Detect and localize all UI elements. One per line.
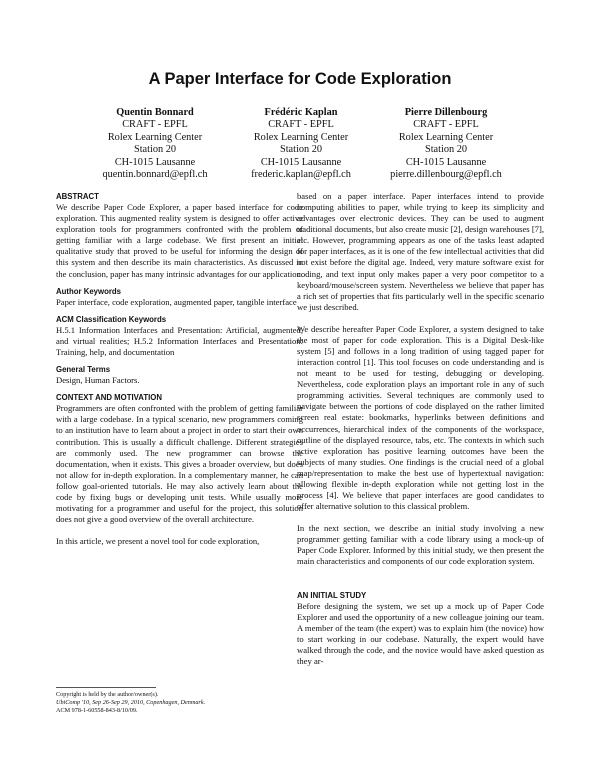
author-city: CH-1015 Lausanne (405, 156, 487, 168)
body-paragraph: In the next section, we describe an initial study involving a new programmer getting familiar with a code library using a mock-up of Paper Code Explorer. Informed by this initial study, we then present the main characteristics and components of our code exploration system. (297, 523, 544, 567)
context-paragraph: Programmers are often confronted with the problem of getting familiar with a large codebase. In a typical scenario, new programmers coming to an institution have to learn about a project in order to start their own contribution. This is usually a difficult challenge. Different strategies are commonly used. The new programmer can browse the documentation, when it exists. This gives a broader overview, but does not allow for in-depth exploration. In a complementary manner, he can follow goal-oriented tutorials. He may also actively learn about the code by fixing bugs or developing unit tests. While usually more motivating for a programmer and useful for the project, this solution does not give a good overview of the overall architecture. (56, 403, 303, 525)
study-heading: AN INITIAL STUDY (297, 590, 367, 600)
author-city: CH-1015 Lausanne (260, 156, 342, 168)
abstract-text: We describe Paper Code Explorer, a paper based interface for code exploration. This augmented reality system is designed to offer active exploration tools for programmers confronted with the problem of getting familiar with a large codebase. We first present an initial qualitative study that proved to be useful for informing the design of this system and then describe its main characteristics. As discussed in the conclusion, paper has many intrinsic advantages for our application. (56, 202, 303, 279)
right-column (297, 191, 544, 667)
context-paragraph: In this article, we present a novel tool for code exploration, (56, 536, 260, 547)
copyright-line: Copyright is held by the author/owner(s). (56, 691, 159, 698)
author-email: quentin.bonnard@epfl.ch (102, 169, 208, 181)
author-street: Station 20 (133, 144, 177, 156)
acm-text: H.5.1 Information Interfaces and Presentation: Artificial, augmented, and virtual realities; H.5.2 Information Interfaces and Presentation: Training, help, and documentation (56, 324, 303, 358)
body-paragraph: Before designing the system, we set up a mock up of Paper Code Explorer and used the opportunity of a new colleague joining our team. A member of the team (the expert) was to explain him (the novice) how to start working in our codebase. Naturally, the expert would have walked through the code, and the novice would have asked question as they ar- (297, 600, 544, 666)
author-email: pierre.dillenbourg@epfl.ch (390, 169, 502, 181)
author-org: CRAFT - EPFL (413, 119, 479, 131)
body-paragraph: We describe hereafter Paper Code Explorer, a system designed to take the most of paper for code exploration. This is a Digital Desk-like system [5] and follows in a long tradition of using tagged paper for interaction control [1]. This tool focuses on code understanding and is not meant to be used for testing, debugging or developing. Nevertheless, code exploration plays an important role in any of such programming activities. Several techniques are commonly used to navigate between the portions of code displayed on the rather limited screen real estate: bookmarks, hyperlinks between definitions and occurrences, hierarchical index of the components of the workspace, outline of the displayed resource, tabs, etc. The contexts in which such active exploration has positive learning outcomes have been the subjects of many studies. One findings is the crucial need of a global map/representation to make the best use of hypertextual navigation: allowing flexible in-depth exploration while not getting lost in the process [4]. We believe that paper interfaces are good candidates to offer alternative solution to this classical problem. (297, 323, 544, 512)
author-city: CH-1015 Lausanne (114, 156, 196, 168)
conference-line: UbiComp '10, Sep 26-Sep 29, 2010, Copenhagen, Denmark. (56, 699, 206, 706)
left-column (56, 191, 303, 547)
copyright-block (56, 687, 303, 715)
author-dept: Rolex Learning Center (398, 131, 494, 143)
author-block (356, 107, 536, 181)
body-paragraph: based on a paper interface. Paper interfaces intend to provide computing abilities to paper, while trying to keep its simplicity and advantages over electronic devices. They can be used to augment traditional documents, but also create music [2], design warehouses [7], etc. However, programming appears as one of the tasks least adapted for paper interfaces, as it is one of the few intellectual activities that did not exist before the digital age. Indeed, very mature software exist for coding, and text input only makes paper a very poor competitor to a keyboard/mouse/screen system. Nevertheless we believe that paper has a rich set of properties that fits particularly well in the specific scenario we just described. (297, 191, 544, 312)
author-name: Pierre Dillenbourg (404, 107, 488, 118)
terms-text: Design, Human Factors. (56, 375, 140, 386)
author-street: Station 20 (424, 144, 468, 156)
author-org: CRAFT - EPFL (268, 119, 334, 131)
author-dept: Rolex Learning Center (253, 131, 349, 143)
abstract-heading: ABSTRACT (56, 192, 99, 201)
paper-title: A Paper Interface for Code Exploration (148, 70, 452, 88)
author-name: Frédéric Kaplan (264, 107, 338, 118)
keywords-heading: Author Keywords (56, 286, 121, 296)
keywords-text: Paper interface, code exploration, augmented paper, tangible interface (56, 296, 297, 307)
author-dept: Rolex Learning Center (107, 131, 203, 143)
acm-heading: ACM Classification Keywords (56, 314, 167, 324)
author-org: CRAFT - EPFL (122, 119, 188, 131)
author-name: Quentin Bonnard (116, 107, 194, 118)
author-email: frederic.kaplan@epfl.ch (251, 169, 351, 181)
author-street: Station 20 (279, 144, 323, 156)
footnote-rule (56, 687, 156, 688)
acm-isbn-line: ACM 978-1-60558-843-8/10/09. (56, 707, 138, 714)
terms-heading: General Terms (56, 365, 111, 375)
context-heading: CONTEXT AND MOTIVATION (56, 393, 162, 403)
